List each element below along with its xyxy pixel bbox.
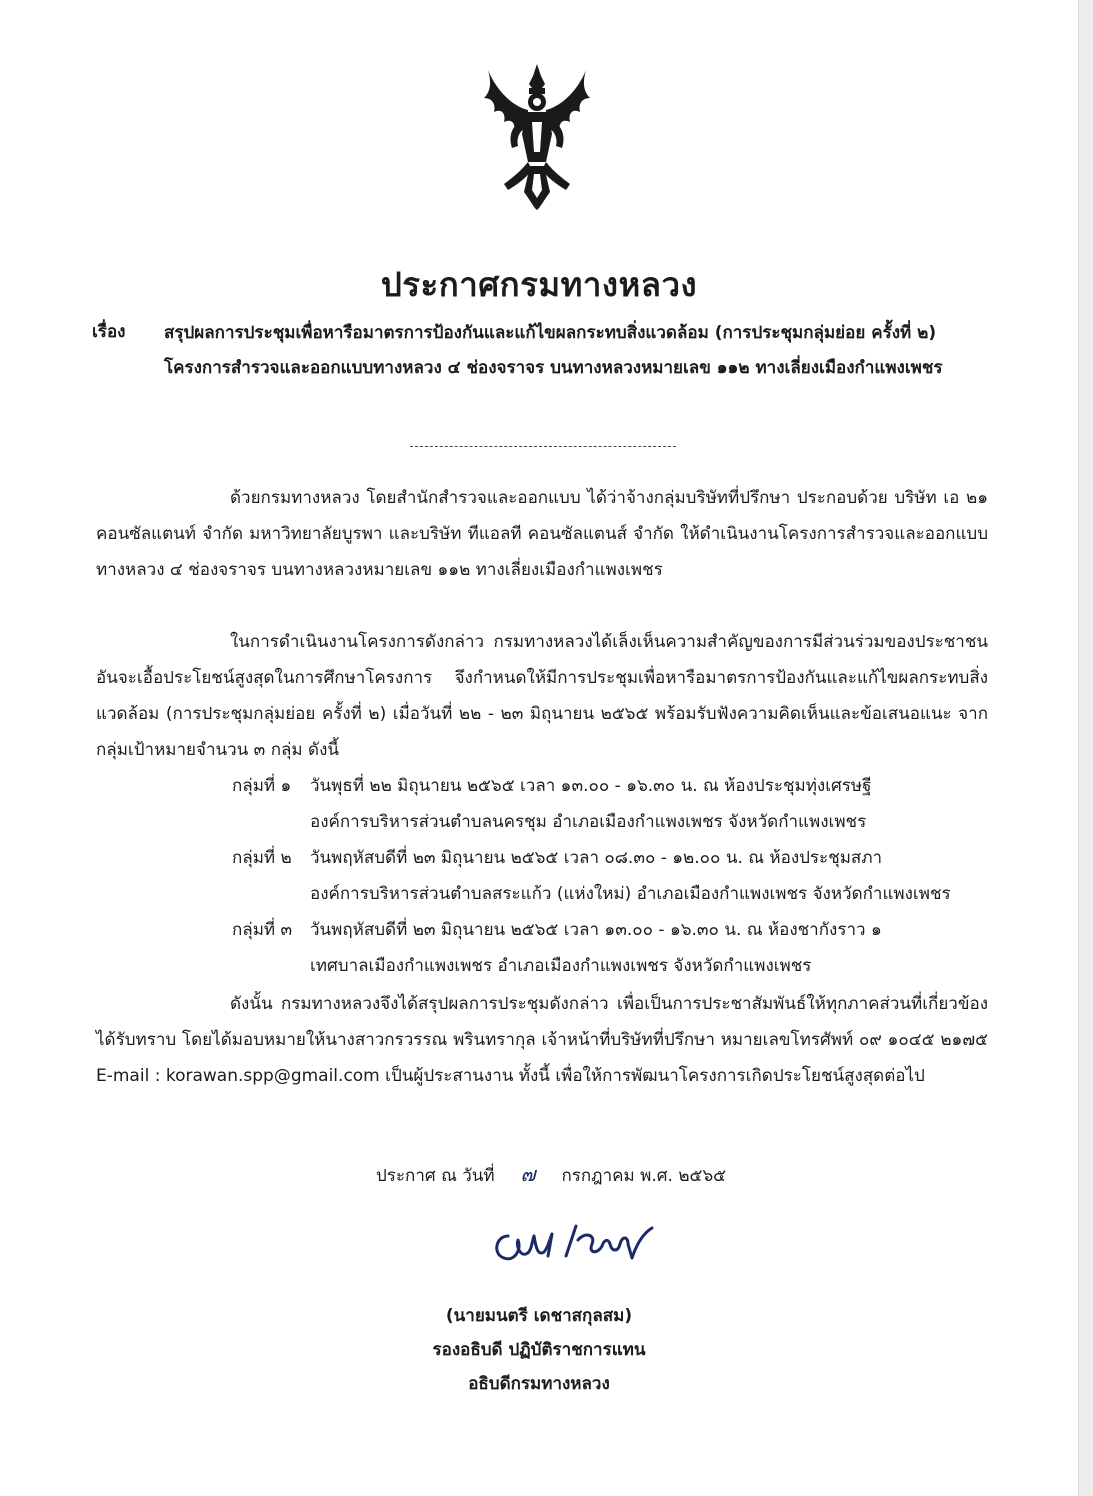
announcement-month-year: กรกฎาคม พ.ศ. ๒๕๖๕ [561, 1166, 727, 1186]
group-schedule: วันพฤหัสบดีที่ ๒๓ มิถุนายน ๒๕๖๕ เวลา ๐๘.๓๐ - ๑๒.๐๐ น. ณ ห้องประชุมสภา [310, 848, 883, 868]
signatory-name: (นายมนตรี เดชาสกุลสม) [445, 1306, 633, 1326]
announcement-prefix: ประกาศ ณ วันที่ [376, 1166, 495, 1186]
paragraph-3: ดังนั้น กรมทางหลวงจึงได้สรุปผลการประชุมดังกล่าว เพื่อเป็นการประชาสัมพันธ์ให้ทุกภาคส่วนที่เกี่ยวข้องได้รับทราบ โดยได้มอบหมายให้นางสาวกรวรรณ พรินทรากุล เจ้าหน้าที่บริษัทที่ปรึกษา หมายเลขโทรศัพท์ ๐๙ ๑๐๔๕ ๒๑๗๕ E-mail : korawan.spp@gmail.com เป็นผู้ประสานงาน ทั้งนี้ เพื่อให้การพัฒนาโครงการเกิดประโยชน์สูงสุดต่อไป [96, 994, 988, 1086]
announcement-date [376, 1158, 726, 1190]
separator-line [410, 446, 676, 447]
group-venue: เทศบาลเมืองกำแพงเพชร อำเภอเมืองกำแพงเพชร จังหวัดกำแพงเพชร [310, 956, 812, 976]
group-schedule: วันพุธที่ ๒๒ มิถุนายน ๒๕๖๕ เวลา ๑๓.๐๐ - ๑๖.๓๐ น. ณ ห้องประชุมทุ่งเศรษฐี [310, 776, 872, 796]
group-label: กลุ่มที่ ๑ [232, 776, 292, 796]
group-venue: องค์การบริหารส่วนตำบลสระแก้ว (แห่งใหม่) อำเภอเมืองกำแพงเพชร จังหวัดกำแพงเพชร [310, 884, 951, 904]
garuda-emblem-icon [482, 62, 592, 212]
group-venue: องค์การบริหารส่วนตำบลนครชุม อำเภอเมืองกำแพงเพชร จังหวัดกำแพงเพชร [310, 812, 867, 832]
signatory-position: รองอธิบดี ปฏิบัติราชการแทน [432, 1340, 646, 1360]
group-label: กลุ่มที่ ๓ [232, 920, 293, 940]
subject-label: เรื่อง [92, 322, 126, 342]
announcement-day: ๗ [520, 1162, 536, 1186]
group-label: กลุ่มที่ ๒ [232, 848, 292, 868]
paragraph-1: ด้วยกรมทางหลวง โดยสำนักสำรวจและออกแบบ ได้ว่าจ้างกลุ่มบริษัทที่ปรึกษา ประกอบด้วย บริษัท เอ ๒๑ คอนซัลแตนท์ จำกัด มหาวิทยาลัยบูรพา และบริษัท ทีแอลที คอนซัลแตนส์ จำกัด ให้ดำเนินงานโครงการสำรวจและออกแบบทางหลวง ๔ ช่องจราจร บนทางหลวงหมายเลข ๑๑๒ ทางเลี่ยงเมืองกำแพงเพชร [96, 488, 988, 580]
scan-edge [1078, 0, 1093, 1496]
handwritten-signature [486, 1206, 662, 1278]
subject-text: สรุปผลการประชุมเพื่อหารือมาตรการป้องกันและแก้ไขผลกระทบสิ่งแวดล้อม (การประชุมกลุ่มย่อย ครั้งที่ ๒) โครงการสำรวจและออกแบบทางหลวง ๔ ช่องจราจร บนทางหลวงหมายเลข ๑๑๒ ทางเลี่ยงเมืองกำแพงเพชร [164, 323, 943, 378]
signatory-office: อธิบดีกรมทางหลวง [468, 1374, 610, 1394]
group-schedule: วันพฤหัสบดีที่ ๒๓ มิถุนายน ๒๕๖๕ เวลา ๑๓.๐๐ - ๑๖.๓๐ น. ณ ห้องชากังราว ๑ [310, 920, 882, 940]
document-heading: ประกาศกรมทางหลวง [380, 265, 698, 304]
paragraph-2: ในการดำเนินงานโครงการดังกล่าว กรมทางหลวงได้เล็งเห็นความสำคัญของการมีส่วนร่วมของประชาชน อันจะเอื้อประโยชน์สูงสุดในการศึกษาโครงการ จึงกำหนดให้มีการประชุมเพื่อหารือมาตรการป้องกันและแก้ไขผลกระทบสิ่งแวดล้อม (การประชุมกลุ่มย่อย ครั้งที่ ๒) เมื่อวันที่ ๒๒ - ๒๓ มิถุนายน ๒๕๖๕ พร้อมรับฟังความคิดเห็นและข้อเสนอแนะ จากกลุ่มเป้าหมายจำนวน ๓ กลุ่ม ดังนี้ [96, 632, 988, 760]
